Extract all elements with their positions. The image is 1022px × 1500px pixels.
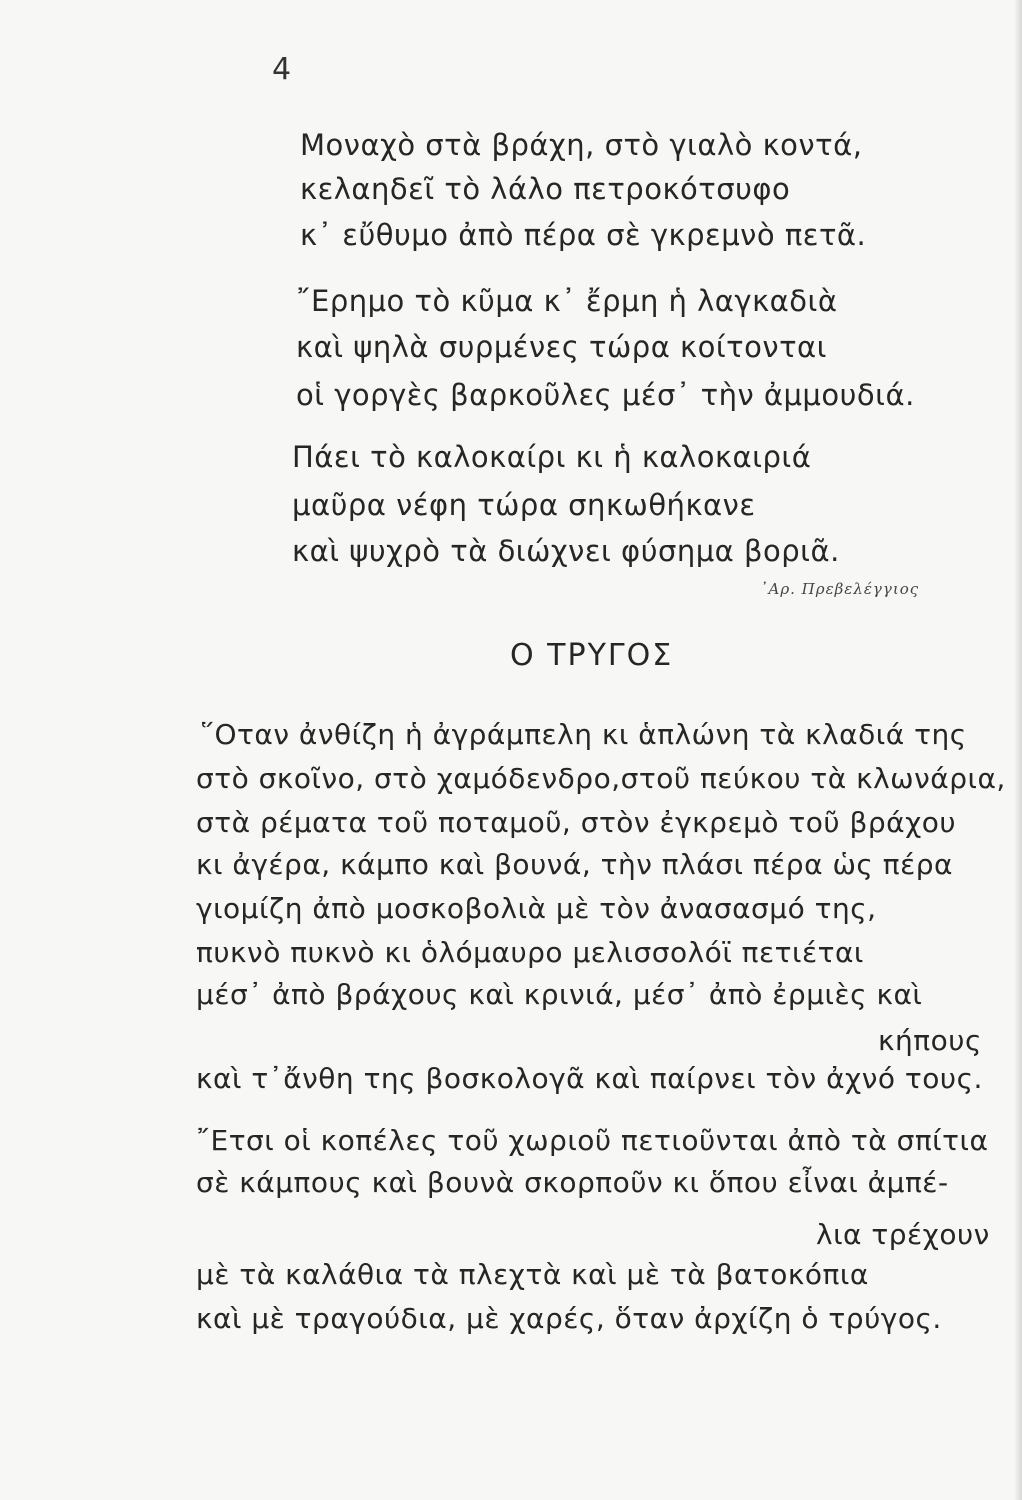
scan-shadow-edge xyxy=(1014,0,1022,1500)
page-number: 4 xyxy=(272,52,292,87)
poem-line: μαῦρα νέφη τώρα σηκωθήκανε xyxy=(292,488,756,522)
poem-line: κελαηδεῖ τὸ λάλο πετροκότσυφο xyxy=(300,172,791,206)
poem-line: στὰ ρέματα τοῦ ποταμοῦ, στὸν ἐγκρεμὸ τοῦ βράχου xyxy=(196,806,957,839)
poem-line: γιομίζη ἀπὸ μοσκοβολιὰ μὲ τὸν ἀνασασμό της, xyxy=(196,892,877,925)
poem-title: Ο ΤΡΥΓΟΣ xyxy=(510,638,674,673)
poem-line: Πάει τὸ καλοκαίρι κι ἡ καλοκαιριά xyxy=(292,440,812,474)
poem-line: λια τρέχουν xyxy=(816,1218,990,1251)
poem-line: Μοναχὸ στὰ βράχη, στὸ γιαλὸ κοντά, xyxy=(300,128,863,162)
poem-line: σὲ κάμπους καὶ βουνὰ σκορποῦν κι ὅπου εἶναι ἀμπέ- xyxy=(196,1166,949,1199)
poem-author: ᾽Αρ. Πρεβελέγγιος xyxy=(760,580,920,598)
poem-line: μὲ τὰ καλάθια τὰ πλεχτὰ καὶ μὲ τὰ βατοκόπια xyxy=(196,1258,869,1291)
poem-line: καὶ τ᾽ἄνθη της βοσκολογᾶ καὶ παίρνει τὸν ἀχνό τους. xyxy=(196,1062,983,1095)
poem-line: ῞Οταν ἀνθίζη ἡ ἀγράμπελη κι ἁπλώνη τὰ κλαδιά της xyxy=(200,718,967,751)
poem-line: πυκνὸ πυκνὸ κι ὁλόμαυρο μελισσολόϊ πετιέται xyxy=(196,936,864,969)
poem-line: ῎Ετσι οἱ κοπέλες τοῦ χωριοῦ πετιοῦνται ἀπὸ τὰ σπίτια xyxy=(196,1124,989,1157)
poem-line: καὶ ψυχρὸ τὰ διώχνει φύσημα βοριᾶ. xyxy=(292,534,840,568)
poem-line: ῎Ερημο τὸ κῦμα κ᾽ ἔρμη ἡ λαγκαδιὰ xyxy=(296,284,838,318)
poem-line: κι ἀγέρα, κάμπο καὶ βουνά, τὴν πλάσι πέρα ὡς πέρα xyxy=(196,848,953,881)
poem-line: κ᾽ εὔθυμο ἀπὸ πέρα σὲ γκρεμνὸ πετᾶ. xyxy=(300,218,867,252)
poem-line: στὸ σκοῖνο, στὸ χαμόδενδρο,στοῦ πεύκου τὰ κλωνάρια, xyxy=(196,762,1006,795)
poem-line: κήπους xyxy=(878,1024,982,1057)
poem-line: οἱ γοργὲς βαρκοῦλες μέσ᾽ τὴν ἀμμουδιά. xyxy=(296,378,915,412)
poem-line: μέσ᾽ ἀπὸ βράχους καὶ κρινιά, μέσ᾽ ἀπὸ ἐρμιὲς καὶ xyxy=(196,978,923,1011)
poem-line: καὶ ψηλὰ συρμένες τώρα κοίτονται xyxy=(296,330,827,364)
poem-line: καὶ μὲ τραγούδια, μὲ χαρές, ὅταν ἀρχίζη ὁ τρύγος. xyxy=(196,1302,942,1335)
